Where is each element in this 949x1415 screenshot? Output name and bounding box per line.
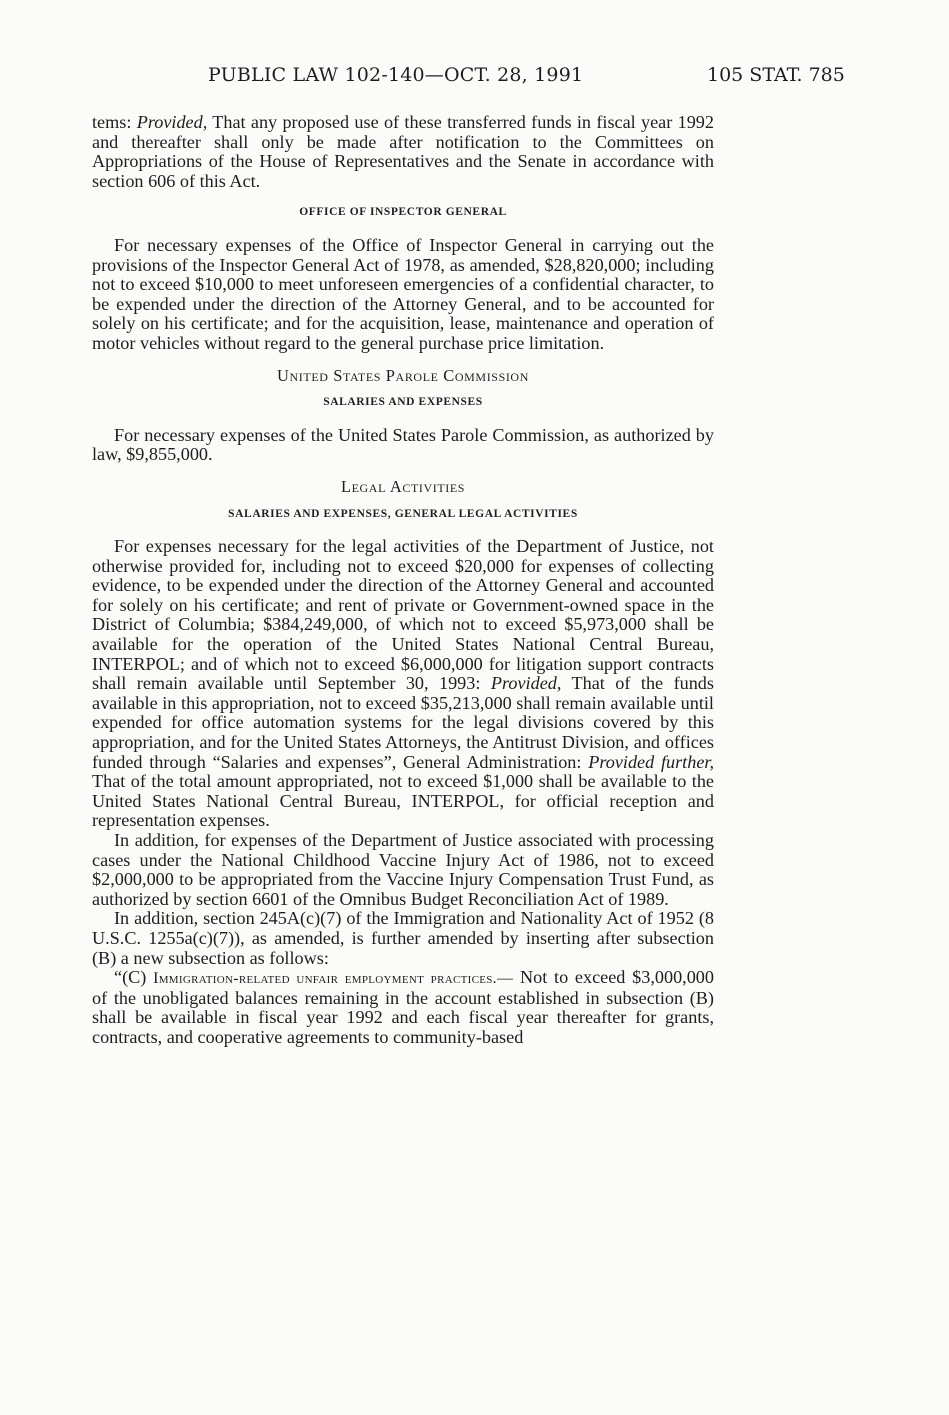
legal-paragraph-2: In addition, for expenses of the Department of Justice associated with processing cases under the National Childhood Vaccine Injury Act of 1986, not to exceed $2,000,000 to be appropriated from the Vaccine Injury Compensation Trust Fund, as authorized by section 6601 of the Omnibus Budget Reconciliation Act of 1989. — [92, 830, 714, 909]
legal-paragraph-3: In addition, section 245A(c)(7) of the Immigration and Nationality Act of 1952 (8 U.S.C. 1255a(c)(7)), as amended, is further amended by inserting after subsection (B) a new subsection as follows: — [92, 908, 714, 968]
opening-paragraph — [92, 113, 714, 191]
running-head — [0, 64, 949, 88]
stat-reference: 105 STAT. 785 — [707, 64, 845, 86]
body-text — [92, 113, 714, 1048]
text-run: Not to exceed $3,000,000 of the unobligated balances remaining in the account established in subsection (B) shall be available in fiscal year 1992 and each fiscal year thereafter for grants, contracts, and cooperative agreements to community-based — [92, 967, 714, 1047]
subsection-caps-title: Immigration-related unfair employment practices.— — [153, 970, 514, 988]
text-run: “(C) — [114, 967, 154, 988]
parole-heading: United States Parole Commission — [277, 365, 529, 385]
legal-subheading: SALARIES AND EXPENSES, GENERAL LEGAL ACTIVITIES — [228, 507, 578, 520]
quoted-subsection — [92, 968, 714, 1047]
text-run: For expenses necessary for the legal activities of the Department of Justice, not otherwise provided for, including not to exceed $20,000 for expenses of collecting evidence, to be expended under the direction of the Attorney General and accounted for solely on his certificate; and rent of private or Government-owned space in the District of Columbia; $384,249,000, of which not to exceed $5,973,000 shall be available for the operation of the United States National Central Bureau, INTERPOL; and of which not to exceed $6,000,000 for litigation support contracts shall remain available until September 30, 1993: — [92, 536, 714, 694]
oig-paragraph: For necessary expenses of the Office of Inspector General in carrying out the provisions of the Inspector General Act of 1978, as amended, $28,820,000; including not to exceed $10,000 to meet unforeseen emergencies of a confidential character, to be expended under the direction of the Attorney General, and to be accounted for solely on his certificate; and for the acquisition, lease, maintenance and operation of motor vehicles without regard to the general purchase price limitation. — [92, 234, 714, 353]
page-title: PUBLIC LAW 102-140—OCT. 28, 1991 — [208, 64, 584, 86]
legal-paragraph-1 — [92, 537, 714, 831]
oig-heading: OFFICE OF INSPECTOR GENERAL — [299, 206, 507, 219]
proviso-italic: Provided further, — [588, 751, 715, 772]
parole-paragraph: For necessary expenses of the United States Parole Commission, as authorized by law, $9,855,000. — [92, 424, 714, 465]
proviso-italic: Provided, — [490, 673, 562, 694]
text-run: tems: — [92, 112, 137, 132]
text-run: That of the funds available in this appropriation, not to exceed $35,213,000 shall remain available until expended for office automation systems for the legal divisions covered by this appropriation, and for the United States Attorneys, the Antitrust Division, and offices funded through “Salaries and expenses”, General Administration: — [92, 673, 714, 772]
legal-heading: Legal Activities — [340, 476, 466, 496]
parole-subheading: SALARIES AND EXPENSES — [323, 396, 483, 409]
text-run: That of the total amount appropriated, not to exceed $1,000 shall be available to the United States National Central Bureau, INTERPOL, for official reception and representation expenses. — [92, 771, 714, 831]
proviso-italic: Provided, — [136, 112, 208, 132]
text-run: That any proposed use of these transferred funds in fiscal year 1992 and thereafter shall only be made after notification to the Committees on Appropriations of the House of Representatives and the Senate in accordance with section 606 of this Act. — [92, 112, 714, 191]
